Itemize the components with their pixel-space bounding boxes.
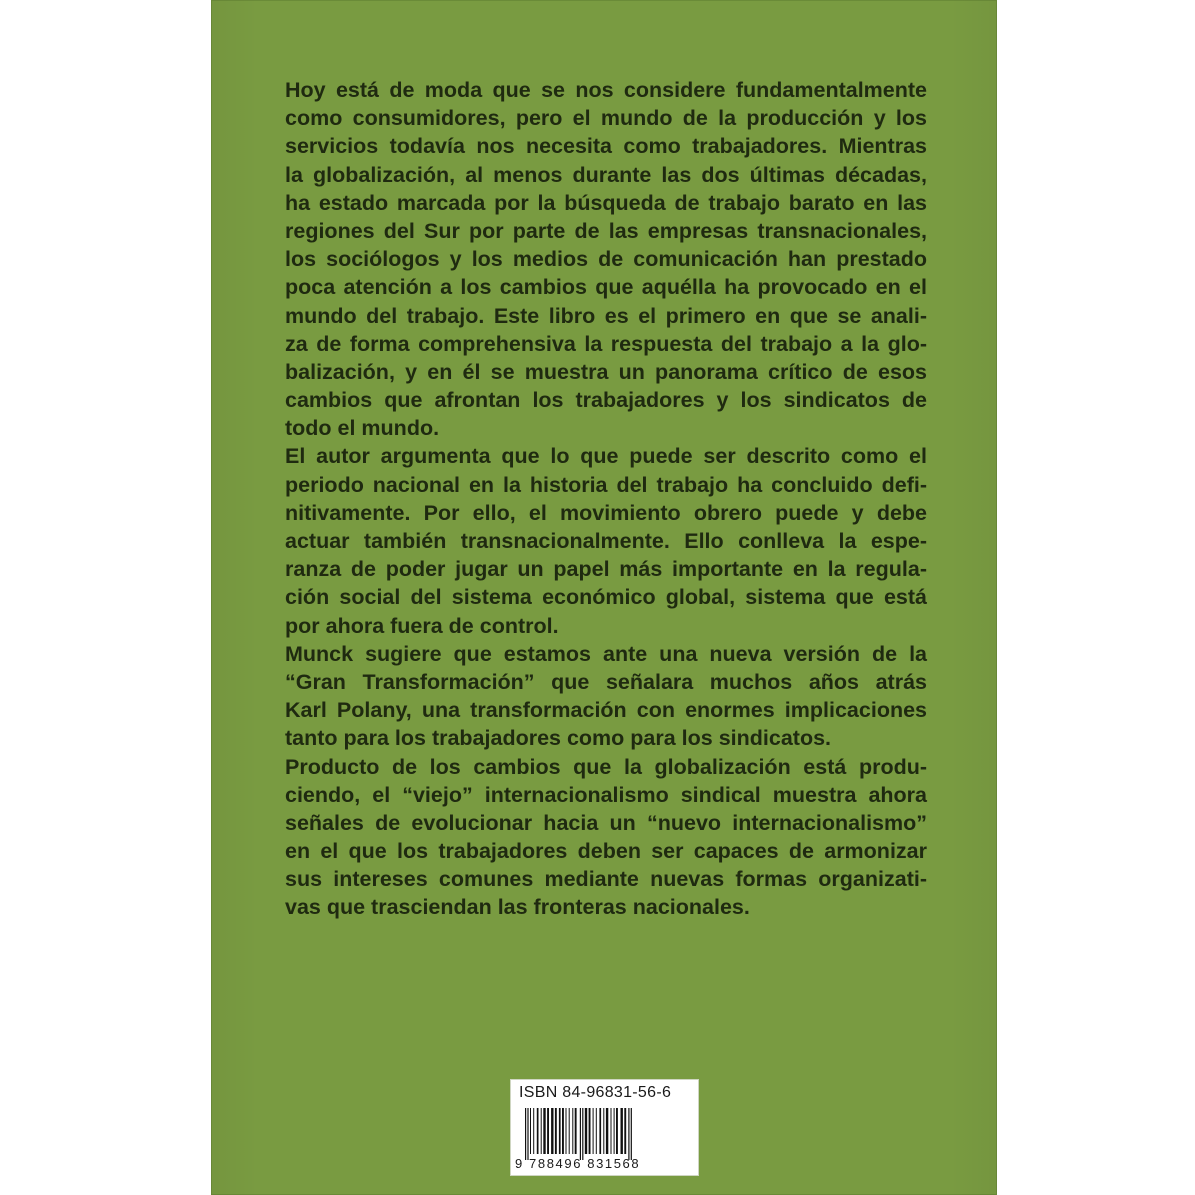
barcode-bar — [603, 1108, 604, 1154]
blurb-line: nitivamente. Por ello, el movimiento obrero puede y debe — [285, 500, 927, 525]
blurb-line: periodo nacional en la historia del trabajo ha concluido defi- — [285, 472, 927, 497]
blurb-line: poca atención a los cambios que aquélla ha provocado en el — [285, 275, 927, 300]
blurb-line: sus intereses comunes mediante nuevas formas organizati- — [285, 867, 927, 892]
blurb-line: cambios que afrontan los trabajadores y los sindicatos de — [285, 388, 927, 413]
blurb-line: como consumidores, pero el mundo de la producción y los — [285, 106, 927, 131]
blurb-line: za de forma comprehensiva la respuesta del trabajo a la glo- — [285, 331, 927, 356]
barcode-bar — [530, 1108, 531, 1154]
book-back-cover — [211, 0, 997, 1195]
barcode-bar — [631, 1108, 632, 1160]
blurb-line: en el que los trabajadores deben ser capaces de armonizar — [285, 839, 927, 864]
barcode-bar — [543, 1108, 545, 1154]
barcode-bar — [611, 1108, 612, 1154]
barcode-bar — [555, 1108, 557, 1154]
blurb-line: Karl Polany, una transformación con enormes implicaciones — [285, 698, 927, 723]
barcode-bar — [572, 1108, 573, 1154]
barcode-bar — [551, 1108, 553, 1154]
blurb-line: la globalización, al menos durante las dos últimas décadas, — [285, 162, 927, 187]
blurb-line: los sociólogos y los medios de comunicación han prestado — [285, 247, 927, 272]
blurb-line: “Gran Transformación” que señalara muchos años atrás — [285, 669, 927, 694]
blurb-line: balización, y en él se muestra un panorama crítico de esos — [285, 359, 927, 384]
back-cover-blurb — [285, 76, 927, 922]
ean-digits: 9 788496 831568 — [515, 1156, 641, 1171]
barcode-bar — [596, 1108, 597, 1154]
blurb-line: todo el mundo. — [285, 416, 440, 441]
barcode-bar — [589, 1108, 591, 1154]
blurb-line: ciendo, el “viejo” internacionalismo sindical muestra ahora — [285, 782, 927, 807]
blurb-line: Hoy está de moda que se nos considere fundamentalmente — [285, 78, 927, 102]
barcode-bar — [606, 1108, 608, 1154]
barcode-bar — [533, 1108, 534, 1154]
barcode-bar — [559, 1108, 561, 1154]
barcode-bar — [537, 1108, 539, 1154]
barcode-bar — [624, 1108, 626, 1154]
blurb-line: Munck sugiere que estamos ante una nueva versión de la — [285, 641, 927, 666]
blurb-line: Producto de los cambios que la globalización está produ- — [285, 754, 927, 779]
barcode-bar — [582, 1108, 583, 1160]
barcode-bar — [569, 1108, 570, 1154]
blurb-line: mundo del trabajo. Este libro es el primero en que se anali- — [285, 303, 927, 328]
barcode-bar — [525, 1108, 526, 1160]
barcode-bar — [547, 1108, 549, 1154]
barcode-bar — [541, 1108, 542, 1154]
barcode-bars — [523, 1108, 689, 1160]
blurb-line: vas que trasciendan las fronteras nacionales. — [285, 895, 750, 920]
barcode-label — [510, 1079, 699, 1176]
barcode-bar — [585, 1108, 587, 1154]
blurb-line: tanto para los trabajadores como para los sindicatos. — [285, 726, 832, 751]
blurb-line: El autor argumenta que lo que puede ser descrito como el — [285, 444, 927, 469]
blurb-line: regiones del Sur por parte de las empresas transnacionales, — [285, 218, 927, 243]
isbn-number: ISBN 84-96831-56-6 — [519, 1084, 672, 1101]
blurb-line: por ahora fuera de control. — [285, 613, 559, 638]
blurb-line: ranza de poder jugar un papel más importante en la regula- — [285, 557, 927, 582]
barcode-bar — [599, 1108, 601, 1154]
barcode-bar — [628, 1108, 629, 1160]
blurb-line: servicios todavía nos necesita como trabajadores. Mientras — [285, 134, 927, 159]
barcode-bar — [621, 1108, 623, 1154]
barcode-bar — [614, 1108, 615, 1154]
barcode-bar — [527, 1108, 528, 1160]
barcode-bar — [562, 1108, 564, 1154]
barcode-bar — [616, 1108, 618, 1154]
blurb-line: señales de evolucionar hacia un “nuevo internacionalismo” — [285, 810, 927, 835]
blurb-line: ha estado marcada por la búsqueda de trabajo barato en las — [285, 190, 927, 215]
barcode-bar — [566, 1108, 567, 1154]
barcode-bar — [575, 1108, 577, 1154]
barcode-bar — [593, 1108, 594, 1154]
barcode-bar — [580, 1108, 581, 1160]
blurb-line: actuar también transnacionalmente. Ello conlleva la espe- — [285, 529, 927, 553]
blurb-line: ción social del sistema económico global, sistema que está — [285, 585, 927, 610]
